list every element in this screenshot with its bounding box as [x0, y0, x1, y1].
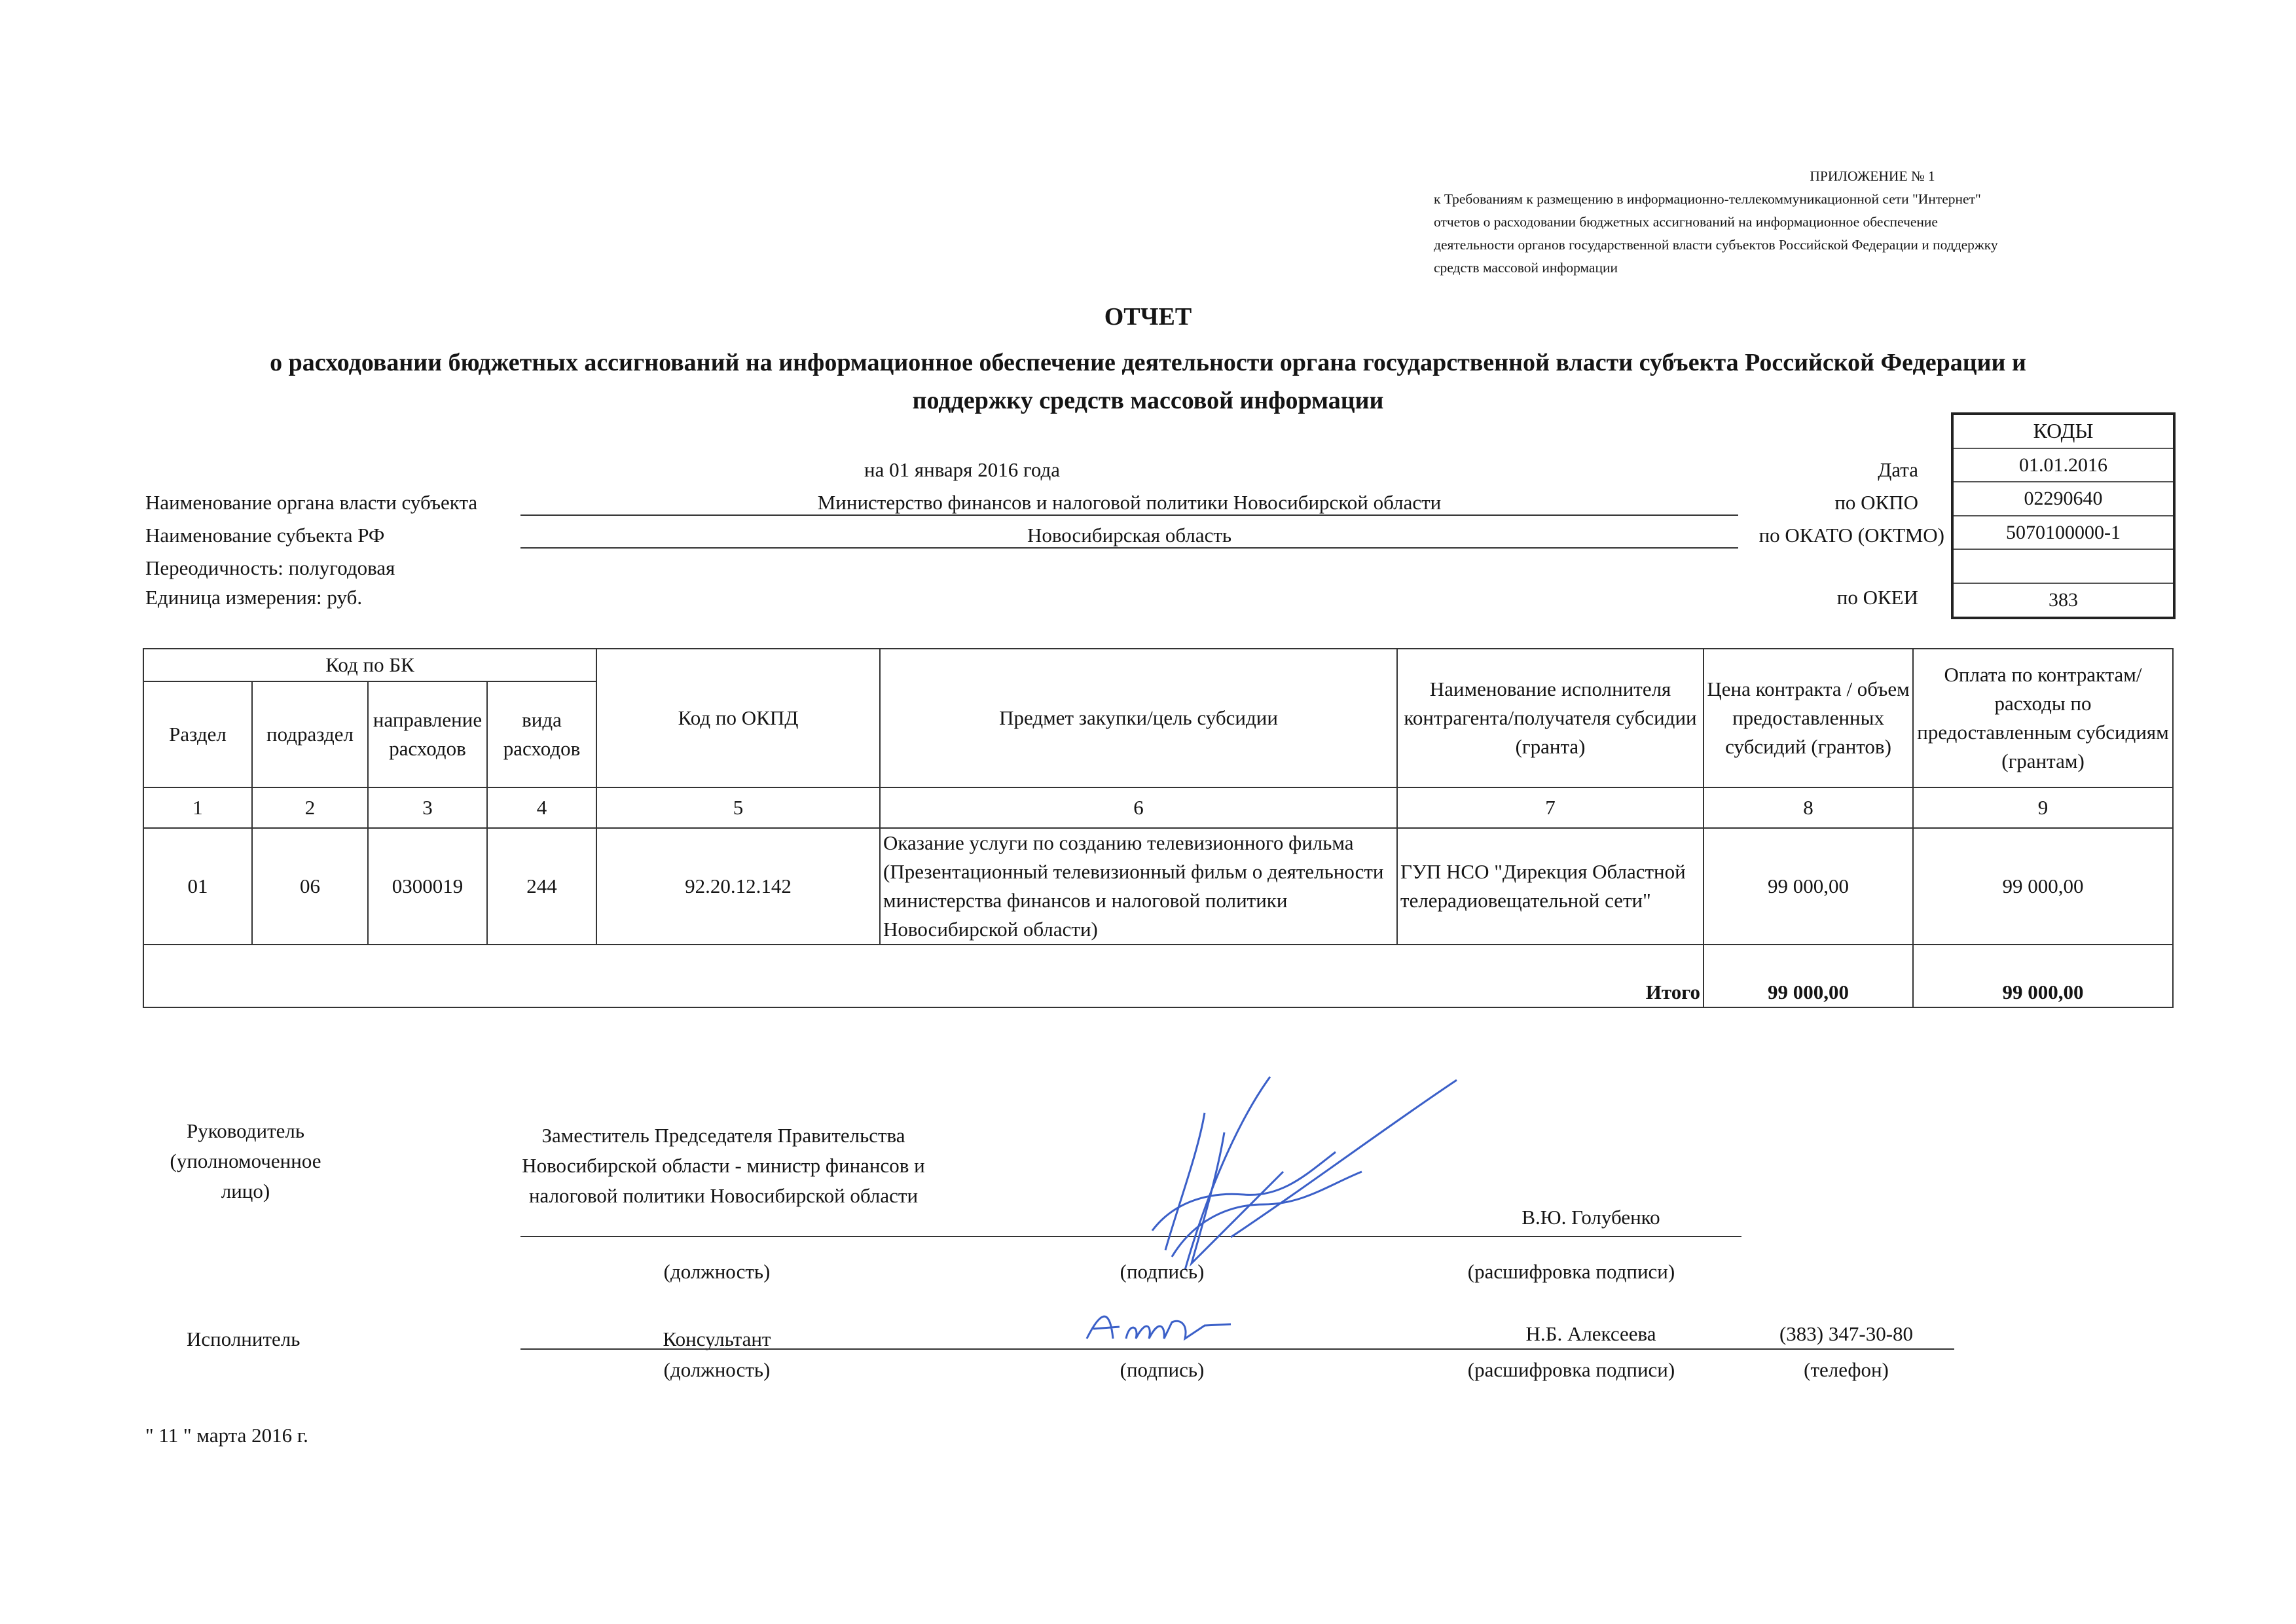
okpo-label: по ОКПО: [1834, 491, 1918, 514]
period-label: Переодичность: полугодовая: [145, 556, 395, 579]
appendix-line: деятельности органов государственной власти субъектов Российской Федерации и поддержку: [1434, 237, 1998, 253]
subject-label: Наименование субъекта РФ: [145, 524, 385, 547]
total-label: Итого: [143, 945, 1704, 1007]
report-subtitle-line: поддержку средств массовой информации: [912, 387, 1384, 414]
codes-header: КОДЫ: [2033, 419, 2094, 442]
col-number: 3: [368, 787, 487, 828]
cell-vid: 244: [487, 828, 596, 945]
cell-okpd: 92.20.12.142: [596, 828, 880, 945]
total-cena: 99 000,00: [1704, 945, 1913, 1007]
executor-name: Н.Б. Алексеева: [1525, 1322, 1656, 1345]
as-of-date: на 01 января 2016 года: [864, 458, 1061, 481]
col-number: 1: [143, 787, 252, 828]
subject-value: Новосибирская область: [520, 524, 1738, 549]
codes-box: [1951, 412, 2176, 619]
executor-position: Консультант: [663, 1327, 771, 1350]
col-header-cena: Цена контракта / объем предоставленных субсидий (грантов): [1704, 649, 1913, 787]
code-okato: 5070100000-1: [1954, 515, 2173, 549]
org-value: Министерство финансов и налоговой политики Новосибирской области: [520, 491, 1738, 516]
executor-phone: (383) 347-30-80: [1779, 1322, 1914, 1345]
col-header-okpd: Код по ОКПД: [596, 649, 880, 787]
cell-razdel: 01: [143, 828, 252, 945]
head-label: Руководитель (уполномоченное лицо): [170, 1119, 321, 1202]
col-header-oplata: Оплата по контрактам/расходы по предоставленным субсидиям (грантам): [1913, 649, 2173, 787]
executor-label: Исполнитель: [187, 1327, 301, 1350]
bk-group-header: Код по БК: [143, 649, 596, 681]
col-number: 2: [252, 787, 368, 828]
cell-napravlenie: 0300019: [368, 828, 487, 945]
date-label: Дата: [1878, 458, 1918, 481]
appendix-line: отчетов о расходовании бюджетных ассигнований на информационное обеспечение: [1434, 214, 1938, 230]
phone-caption: (телефон): [1804, 1358, 1889, 1381]
code-okei: 383: [1954, 583, 2173, 617]
total-row: [143, 945, 2173, 1007]
report-date: " 11 " марта 2016 г.: [145, 1424, 308, 1447]
executor-signature-line: [520, 1348, 1954, 1350]
decode-caption: (расшифровка подписи): [1467, 1260, 1675, 1283]
report-subtitle: [0, 344, 2296, 420]
okato-label: по ОКАТО (ОКТМО): [1758, 524, 1944, 547]
cell-cena: 99 000,00: [1704, 828, 1913, 945]
cell-oplata: 99 000,00: [1913, 828, 2173, 945]
col-header-podrazdel: подраздел: [252, 681, 368, 787]
appendix-note: [1434, 165, 2180, 280]
col-number: 6: [880, 787, 1397, 828]
unit-label: Единица измерения: руб.: [145, 586, 363, 609]
col-header-predmet: Предмет закупки/цель субсидии: [880, 649, 1397, 787]
position-caption: (должность): [663, 1358, 771, 1381]
report-table: [143, 648, 2174, 1008]
okei-label: по ОКЕИ: [1836, 586, 1918, 609]
org-label: Наименование органа власти субъекта: [145, 491, 478, 514]
executor-signature: [1074, 1299, 1244, 1352]
col-number: 9: [1913, 787, 2173, 828]
col-number: 8: [1704, 787, 1913, 828]
head-name: В.Ю. Голубенко: [1522, 1206, 1660, 1229]
cell-podrazdel: 06: [252, 828, 368, 945]
col-number: 4: [487, 787, 596, 828]
appendix-header: ПРИЛОЖЕНИЕ № 1: [1810, 168, 1935, 184]
code-date: 01.01.2016: [1954, 448, 2173, 482]
code-okpo: 02290640: [1954, 481, 2173, 515]
total-oplata: 99 000,00: [1913, 945, 2173, 1007]
col-number: 7: [1397, 787, 1704, 828]
table-row: [143, 828, 2173, 945]
appendix-line: средств массовой информации: [1434, 260, 1618, 276]
code-empty: [1954, 549, 2173, 583]
report-subtitle-line: о расходовании бюджетных ассигнований на информационное обеспечение деятельности органа государственной власти субъекта Российской Федерации и: [270, 349, 2026, 376]
report-title: ОТЧЕТ: [1104, 303, 1192, 331]
col-header-napravlenie: направление расходов: [368, 681, 487, 787]
sign-caption: (подпись): [1120, 1358, 1205, 1381]
decode-caption: (расшифровка подписи): [1467, 1358, 1675, 1381]
cell-ispolnitel: ГУП НСО "Дирекция Областной телерадиовещательной сети": [1397, 828, 1704, 945]
col-header-razdel: Раздел: [143, 681, 252, 787]
sign-caption: (подпись): [1120, 1260, 1205, 1283]
head-position: Заместитель Председателя Правительства Новосибирской области - министр финансов и налоговой политики Новосибирской области: [522, 1124, 925, 1207]
col-header-ispolnitel: Наименование исполнителя контрагента/получателя субсидии (гранта): [1397, 649, 1704, 787]
appendix-line: к Требованиям к размещению в информационно-теллекоммуникационной сети "Интернет": [1434, 191, 1981, 207]
cell-predmet: Оказание услуги по созданию телевизионного фильма (Презентационный телевизионный фильм о деятельности министерства финансов и налоговой политики Новосибирской области): [880, 828, 1397, 945]
col-number: 5: [596, 787, 880, 828]
position-caption: (должность): [663, 1260, 771, 1283]
col-header-vid: вида расходов: [487, 681, 596, 787]
